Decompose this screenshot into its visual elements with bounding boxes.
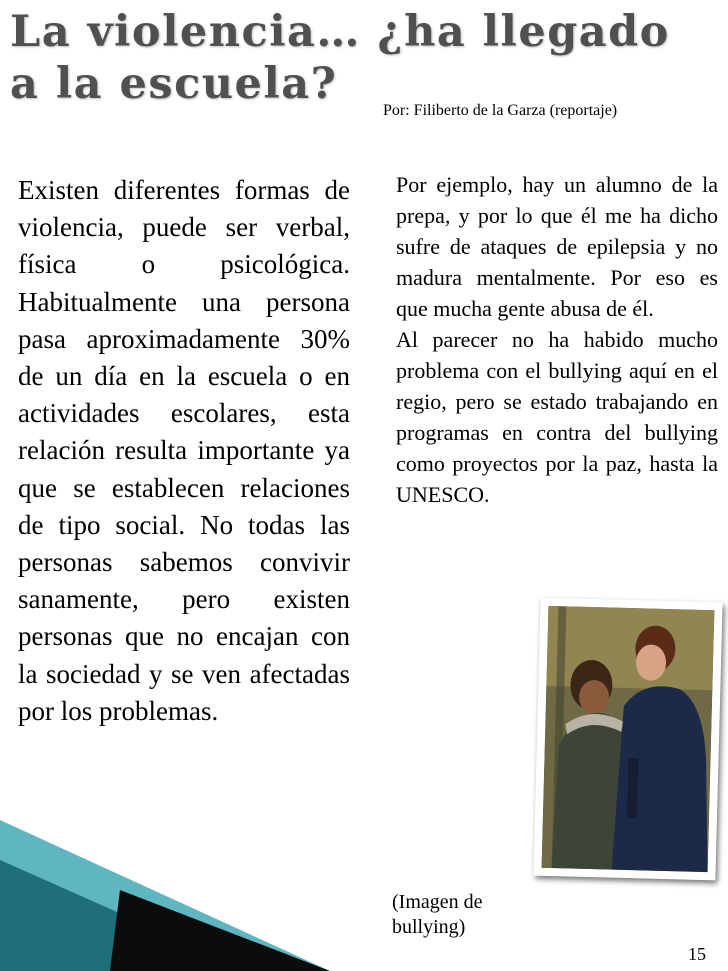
photo-image (542, 606, 715, 872)
bullying-photo (533, 598, 722, 881)
page-title: La violencia… ¿ha llegado a la escuela? (10, 7, 670, 109)
right-paragraph-1: Por ejemplo, hay un alumno de la prepa, y por lo que él me ha dicho sufre de ataques de epilepsia y no madura mentalmente. Por eso es que mucha gente abusa de él. (396, 172, 718, 321)
left-column-text: Existen diferentes formas de violencia, puede ser verbal, física o psicológica. Habitualmente una persona pasa aproximadamente 30% de un día en la escuela o en actividades escolares, esta relación resulta importante ya que se establecen relaciones de tipo social. No todas las personas sabemos convivir sanamente, pero existen personas que no encajan con la sociedad y se ven afectadas por los problemas. (18, 175, 350, 726)
page-number: 15 (688, 944, 706, 964)
right-paragraph-2: Al parecer no ha habido mucho problema con el bullying aquí en el regio, pero se estado trabajando en programas en contra del bullying como proyectos por la paz, hasta la UNESCO. (396, 327, 718, 507)
right-column (396, 169, 718, 510)
byline: Por: Filiberto de la Garza (reportaje) (383, 102, 618, 119)
image-caption: (Imagen de bullying) (392, 891, 483, 938)
